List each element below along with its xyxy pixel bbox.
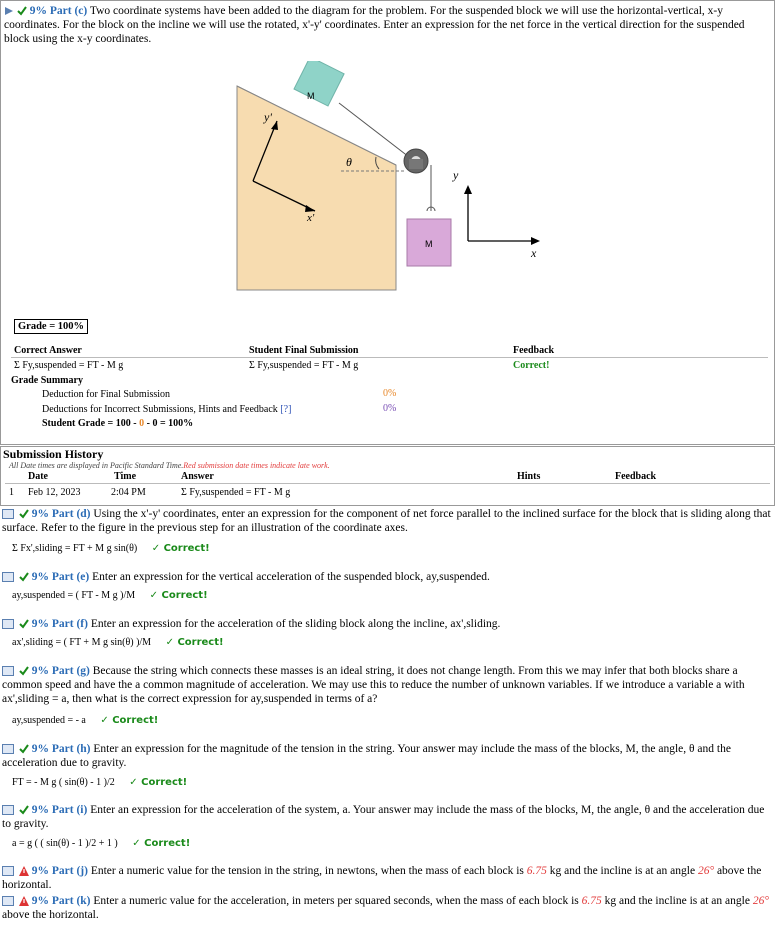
part-h-answer: FT = - M g ( sin(θ) - 1 )/2 <box>12 777 115 788</box>
collapse-icon[interactable] <box>2 572 14 582</box>
theta-label: θ <box>346 155 352 169</box>
col-student-submission: Student Final Submission <box>249 345 359 356</box>
part-c-header <box>4 4 772 46</box>
collapse-icon[interactable] <box>2 509 14 519</box>
part-j-prompt-b: kg and the incline is at an angle <box>549 865 696 877</box>
part-g <box>2 664 772 706</box>
part-d <box>2 507 772 535</box>
part-e-answer: ay,suspended = ( FT - M g )/M <box>12 590 136 601</box>
part-f-answer: ax',sliding = ( FT + M g sin(θ) )/M <box>12 637 152 648</box>
history-row-time: 2:04 PM <box>111 487 146 498</box>
part-h-answer-row <box>12 777 187 788</box>
expand-triangle-icon[interactable] <box>4 6 14 16</box>
check-icon <box>19 572 29 582</box>
student-grade <box>42 418 193 429</box>
xprime-label: x' <box>307 212 315 224</box>
part-j-prompt-a: Enter a numeric value for the tension in the string, in newtons, when the mass of each block is <box>90 865 524 877</box>
deduction-final-label: Deduction for Final Submission <box>42 389 171 400</box>
part-k-prompt-b: kg and the incline is at an angle <box>604 895 750 907</box>
divider <box>11 357 768 358</box>
part-k-mass: 6.75 <box>581 895 602 907</box>
student-grade-result: = 100% <box>159 418 194 429</box>
warning-icon <box>19 896 29 906</box>
history-row-date: Feb 12, 2023 <box>28 487 81 498</box>
physics-diagram <box>231 61 561 296</box>
x-label: x <box>531 246 537 260</box>
part-h <box>2 742 772 770</box>
part-c-panel <box>0 0 775 445</box>
part-i-prompt: Enter an expression for the acceleration of the system, a. Your answer may include the mass of the blocks, M, the angle, θ and the acceleration due to gravity. <box>2 804 765 830</box>
part-f-prompt: Enter an expression for the acceleration of the sliding block along the incline, ax',sliding. <box>90 618 501 630</box>
yprime-label: y' <box>264 110 272 124</box>
part-h-prompt: Enter an expression for the magnitude of the tension in the string. Your answer may include the mass of the blocks, M, the angle, θ and the acceleration due to gravity. <box>2 743 731 769</box>
part-e-status: ✓ Correct! <box>149 590 208 601</box>
deduction-incorrect-value: 0% <box>383 403 397 414</box>
col-feedback: Feedback <box>513 345 555 356</box>
collapse-icon[interactable] <box>2 744 14 754</box>
part-c-title: 9% Part (c) <box>29 5 88 17</box>
incline-wedge <box>237 86 396 290</box>
part-k-angle: 26° <box>752 895 769 907</box>
part-g-prompt: Because the string which connects these masses is an ideal string, it does not change length. From this we may infer that both blocks share a common speed and have the a common magnitude of acceleration. We may use this to reduce the number of unknown variables. If we introduce a variable a with ax',sliding = a, then what is the correct expression for ay,suspended in terms of a? <box>2 665 745 705</box>
part-e-title: 9% Part (e) <box>31 571 90 583</box>
part-j-prompt-c: above the horizontal. <box>2 865 762 891</box>
part-f <box>2 617 772 631</box>
part-i-answer-row <box>12 838 190 849</box>
part-d-prompt: Using the x'-y' coordinates, enter an expression for the component of net force parallel to the inclined surface for the block that is sliding along that surface. Refer to the figure in the previous step for an illustration of the coordinate axes. <box>2 508 771 534</box>
part-e-prompt: Enter an expression for the vertical acceleration of the suspended block, ay,suspended. <box>92 571 490 583</box>
collapse-icon[interactable] <box>2 666 14 676</box>
part-d-answer-row <box>12 543 210 554</box>
collapse-icon[interactable] <box>2 896 14 906</box>
part-e-answer-row <box>12 590 208 601</box>
student-answer: Σ Fy,suspended = FT - M g <box>249 360 359 371</box>
part-i <box>2 803 772 831</box>
history-note-b: Red submission date times indicate late work. <box>183 461 330 470</box>
deduction-incorrect-row <box>42 404 291 415</box>
check-icon <box>19 509 29 519</box>
warning-icon <box>19 866 29 876</box>
sliding-block-label: M <box>307 91 315 101</box>
part-i-answer: a = g ( ( sin(θ) - 1 )/2 + 1 ) <box>12 838 118 849</box>
sliding-block <box>294 61 344 106</box>
student-grade-deduction-b: 0 <box>152 418 158 429</box>
grade-box: Grade = 100% <box>14 319 88 334</box>
history-title: Submission History <box>3 447 104 461</box>
part-k-prompt-c: above the horizontal. <box>2 909 99 921</box>
part-g-answer-row <box>12 715 158 726</box>
part-h-title: 9% Part (h) <box>31 743 91 755</box>
correct-answer: Σ Fy,suspended = FT - M g <box>14 360 124 371</box>
history-col-hints: Hints <box>517 471 541 482</box>
part-d-title: 9% Part (d) <box>31 508 91 520</box>
part-g-answer: ay,suspended = - a <box>12 715 86 726</box>
check-icon <box>19 666 29 676</box>
deduction-incorrect-label: Deductions for Incorrect Submissions, Hints and Feedback <box>42 404 278 415</box>
student-grade-minus: - <box>146 418 150 429</box>
part-c-prompt: Two coordinate systems have been added to the diagram for the problem. For the suspended block we will use the horizontal-vertical, x-y coordinates. For the block on the incline we will use the rotated, x'-y' coordinates. Enter an expression for the net force in the vertical direction for the suspended block using the x-y coordinates. <box>4 5 745 45</box>
part-d-answer: Σ Fx',sliding = FT + M g sin(θ) <box>12 543 138 554</box>
history-note-a: All Date times are displayed in Pacific Standard Time. <box>9 461 184 470</box>
deduction-final-value: 0% <box>383 388 397 399</box>
collapse-icon[interactable] <box>2 619 14 629</box>
history-col-feedback: Feedback <box>615 471 657 482</box>
check-icon <box>19 805 29 815</box>
feedback-correct: Correct! <box>513 360 550 371</box>
part-j-mass: 6.75 <box>526 865 547 877</box>
part-f-status: ✓ Correct! <box>165 637 224 648</box>
submission-history <box>0 446 775 506</box>
part-f-title: 9% Part (f) <box>31 618 88 630</box>
history-col-answer: Answer <box>181 471 214 482</box>
help-link[interactable]: [?] <box>280 404 292 415</box>
part-k <box>2 894 772 922</box>
pulley-bracket <box>409 159 423 169</box>
history-row-answer: Σ Fy,suspended = FT - M g <box>181 487 291 498</box>
part-j-title: 9% Part (j) <box>31 865 88 877</box>
part-h-status: ✓ Correct! <box>129 777 188 788</box>
student-grade-deduction-a: 0 <box>139 418 145 429</box>
check-icon <box>19 744 29 754</box>
part-g-title: 9% Part (g) <box>31 665 90 677</box>
collapse-icon[interactable] <box>2 866 14 876</box>
history-note <box>9 461 330 470</box>
part-k-prompt-a: Enter a numeric value for the acceleration, in meters per squared seconds, when the mass of each block is <box>93 895 579 907</box>
history-divider <box>5 483 770 484</box>
history-col-time: Time <box>114 471 137 482</box>
part-g-status: ✓ Correct! <box>100 715 159 726</box>
part-d-status: ✓ Correct! <box>151 543 210 554</box>
student-grade-label: Student Grade = 100 - <box>42 418 137 429</box>
check-icon <box>19 619 29 629</box>
y-label: y <box>453 168 459 182</box>
history-row-num: 1 <box>9 487 14 498</box>
part-i-status: ✓ Correct! <box>132 838 191 849</box>
hanging-block-label: M <box>425 239 433 249</box>
collapse-icon[interactable] <box>2 805 14 815</box>
col-correct-answer: Correct Answer <box>14 345 82 356</box>
part-i-title: 9% Part (i) <box>31 804 88 816</box>
check-icon <box>17 6 27 16</box>
part-f-answer-row <box>12 637 224 648</box>
part-j <box>2 864 772 892</box>
history-col-date: Date <box>28 471 48 482</box>
part-j-angle: 26° <box>697 865 715 877</box>
grade-summary: Grade Summary <box>11 375 83 386</box>
part-k-title: 9% Part (k) <box>31 895 91 907</box>
part-e <box>2 570 772 584</box>
